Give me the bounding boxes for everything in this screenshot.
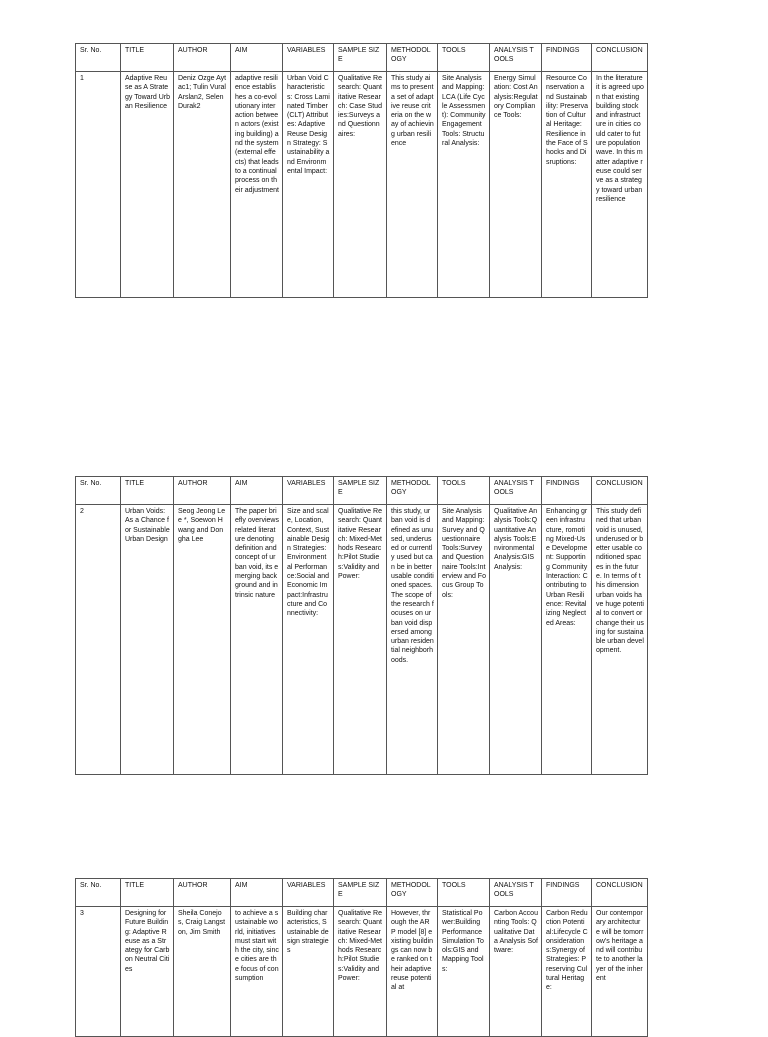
- cell-findings: Resource Conservation and Sustainability: Preservation of Cultural Heritage: Resilience in the Face of Shocks and Disruptions:: [542, 72, 592, 298]
- literature-table-1: [75, 43, 648, 298]
- header-sample-size: SAMPLE SIZE: [334, 44, 387, 72]
- header-aim: AIM: [231, 44, 283, 72]
- header-tools: TOOLS: [438, 44, 490, 72]
- header-title: TITLE: [121, 44, 174, 72]
- header-tools: TOOLS: [438, 879, 490, 907]
- header-tools: TOOLS: [438, 477, 490, 505]
- header-conclusion: CONCLUSION: [592, 477, 648, 505]
- literature-table-2: [75, 476, 648, 775]
- header-findings: FINDINGS: [542, 477, 592, 505]
- header-variables: VARIABLES: [283, 879, 334, 907]
- cell-sr-no: 2: [76, 505, 121, 775]
- cell-analysis-tools: Energy Simulation: Cost Analysis:Regulatory Compliance Tools:: [490, 72, 542, 298]
- cell-variables: Building characteristics, Sustainable design strategies: [283, 907, 334, 1037]
- cell-aim: The paper briefly overviews related literature denoting definition and concept of urban void, its emerging background and intrinsic nature: [231, 505, 283, 775]
- table-row: [76, 505, 648, 775]
- cell-sr-no: 3: [76, 907, 121, 1037]
- header-title: TITLE: [121, 477, 174, 505]
- cell-author: Deniz Ozge Aytac1; Tulin Vural Arslan2, Selen Durak2: [174, 72, 231, 298]
- cell-conclusion: Our contemporary architecture will be tomorrow's heritage and will contribute to another layer of the inherent: [592, 907, 648, 1037]
- cell-tools: Site Analysis and Mapping: LCA (Life Cycle Assessment): Community Engagement Tools: Structural Analysis:: [438, 72, 490, 298]
- cell-analysis-tools: Carbon Accounting Tools: Qualitative Data Analysis Software:: [490, 907, 542, 1037]
- header-variables: VARIABLES: [283, 44, 334, 72]
- header-analysis-tools: ANALYSIS TOOLS: [490, 879, 542, 907]
- header-sr-no: Sr. No.: [76, 879, 121, 907]
- header-aim: AIM: [231, 477, 283, 505]
- header-sr-no: Sr. No.: [76, 44, 121, 72]
- header-conclusion: CONCLUSION: [592, 44, 648, 72]
- header-methodology: METHODOLOGY: [387, 477, 438, 505]
- header-row: [76, 879, 648, 907]
- cell-author: Seog Jeong Lee *, Soewon Hwang and Dongha Lee: [174, 505, 231, 775]
- cell-findings: Enhancing green infrastructure, romoting Mixed-Use Development: Supporting Community Interaction: Contributing to Urban Resilience: Revitalizing Neglected Areas:: [542, 505, 592, 775]
- cell-sample-size: Qualitative Research: Quantitative Research: Mixed-Methods Research:Pilot Studies:Validity and Power:: [334, 505, 387, 775]
- header-conclusion: CONCLUSION: [592, 879, 648, 907]
- cell-sample-size: Qualitative Research: Quantitative Research: Case Studies:Surveys and Questionnaires:: [334, 72, 387, 298]
- header-title: TITLE: [121, 879, 174, 907]
- header-row: [76, 477, 648, 505]
- cell-variables: Urban Void Characteristics: Cross Laminated Timber (CLT) Attributes: Adaptive Reuse Design Strategy: Sustainability and Environmental Impact:: [283, 72, 334, 298]
- cell-tools: Statistical Power:Building Performance Simulation Tools:GIS and Mapping Tools:: [438, 907, 490, 1037]
- cell-sr-no: 1: [76, 72, 121, 298]
- cell-aim: to achieve a sustainable world, initiatives must start with the city, since cities are the focus of consumption: [231, 907, 283, 1037]
- cell-variables: Size and scale, Location, Context, Sustainable Design Strategies:Environmental Performance:Social and Economic Impact:Infrastructure and Connectivity:: [283, 505, 334, 775]
- cell-analysis-tools: Qualitative Analysis Tools:Quantitative Analysis Tools:Environmental Analysis:GIS Analysis:: [490, 505, 542, 775]
- cell-methodology: However, through the ARP model [8] existing buildings can now be ranked on their adaptive reuse potential at: [387, 907, 438, 1037]
- header-sample-size: SAMPLE SIZE: [334, 477, 387, 505]
- cell-methodology: this study, urban void is defined as unused, underused or currently used but can be in better usable conditioned spaces. The scope of the research focuses on urban void dispersed among urban residential neighborhoods.: [387, 505, 438, 775]
- header-sr-no: Sr. No.: [76, 477, 121, 505]
- cell-title: Designing for Future Building: Adaptive Reuse as a Strategy for Carbon Neutral Cities: [121, 907, 174, 1037]
- cell-conclusion: In the literature it is agreed upon that existing building stock and infrastructure in cities could cater to future population wave. In this matter adaptive reuse could serve as a strategy toward urban resilience: [592, 72, 648, 298]
- cell-author: Sheila Conejos, Craig Langston, Jim Smith: [174, 907, 231, 1037]
- cell-methodology: This study aims to present a set of adaptive reuse criteria on the way of achieving urban resilience: [387, 72, 438, 298]
- header-methodology: METHODOLOGY: [387, 879, 438, 907]
- header-sample-size: SAMPLE SIZE: [334, 879, 387, 907]
- header-analysis-tools: ANALYSIS TOOLS: [490, 477, 542, 505]
- header-author: AUTHOR: [174, 44, 231, 72]
- table-row: [76, 907, 648, 1037]
- header-findings: FINDINGS: [542, 44, 592, 72]
- header-findings: FINDINGS: [542, 879, 592, 907]
- header-variables: VARIABLES: [283, 477, 334, 505]
- header-author: AUTHOR: [174, 477, 231, 505]
- cell-title: Adaptive Reuse as A Strategy Toward Urban Resilience: [121, 72, 174, 298]
- cell-sample-size: Qualitative Research: Quantitative Research: Mixed-Methods Research:Pilot Studies:Validity and Power:: [334, 907, 387, 1037]
- cell-tools: Site Analysis and Mapping: Survey and Questionnaire Tools:Survey and Questionnaire Tools:Interview and Focus Group Tools:: [438, 505, 490, 775]
- cell-aim: adaptive resilience establishes a co-evolutionary interaction between actors (existing building) and the system (external effects) that leads to a continual process on their adjustment: [231, 72, 283, 298]
- table-row: [76, 72, 648, 298]
- header-row: [76, 44, 648, 72]
- header-aim: AIM: [231, 879, 283, 907]
- cell-findings: Carbon Reduction Potential:Lifecycle Considerations:Synergy of Strategies: Preserving Cultural Heritage:: [542, 907, 592, 1037]
- header-methodology: METHODOLOGY: [387, 44, 438, 72]
- cell-conclusion: This study defined that urban void is unused, underused or better usable conditioned spaces in the future. In terms of this dimension urban voids have huge potential to convert or change their using for sustainable urban development.: [592, 505, 648, 775]
- header-author: AUTHOR: [174, 879, 231, 907]
- header-analysis-tools: ANALYSIS TOOLS: [490, 44, 542, 72]
- literature-table-3: [75, 878, 648, 1037]
- cell-title: Urban Voids: As a Chance for Sustainable Urban Design: [121, 505, 174, 775]
